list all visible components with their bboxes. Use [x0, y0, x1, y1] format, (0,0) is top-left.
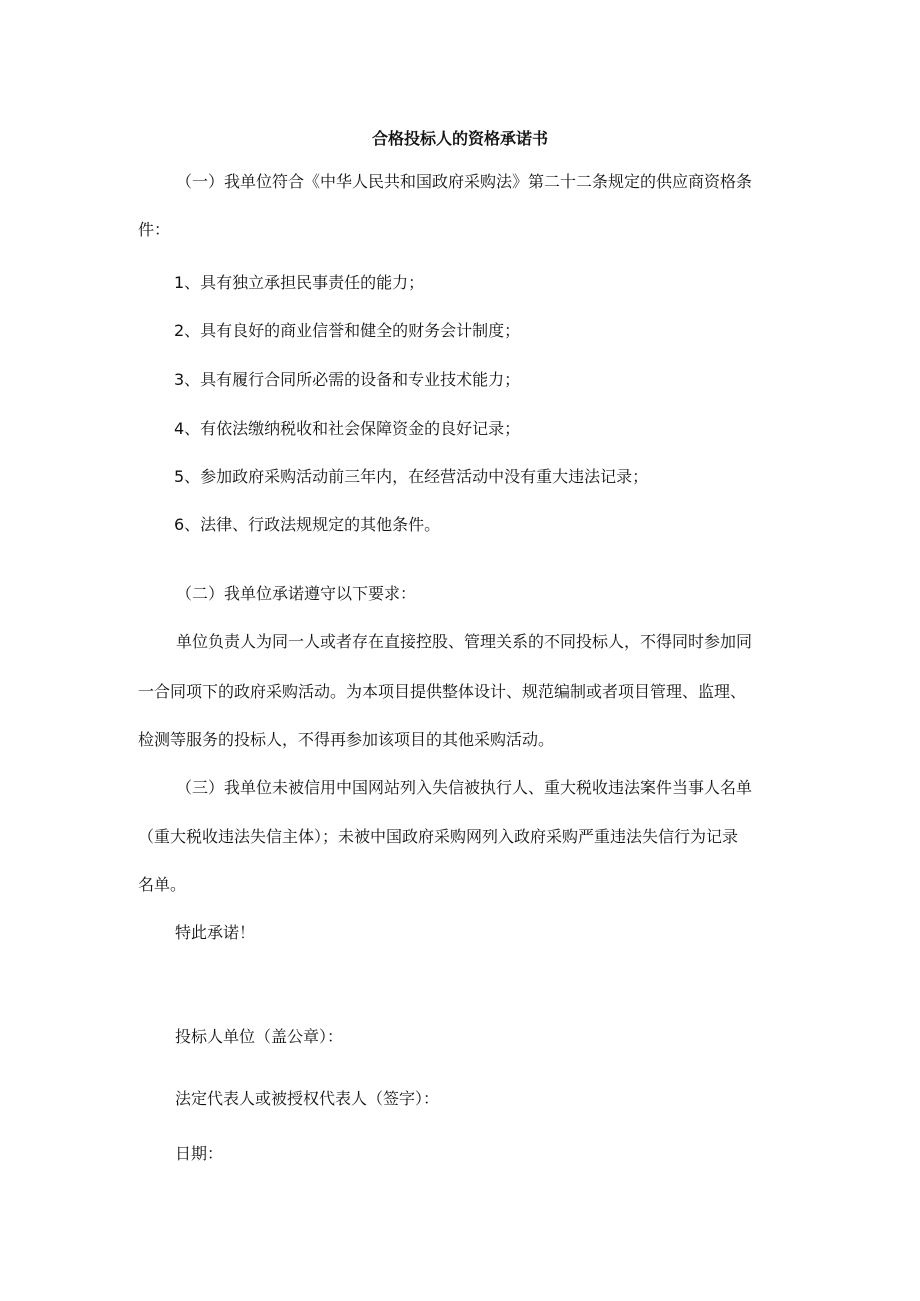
- date-label: 日期：: [175, 1144, 224, 1163]
- section2-heading: （二）我单位承诺遵守以下要求：: [176, 584, 417, 603]
- requirement-item-5: 5、参加政府采购活动前三年内，在经营活动中没有重大违法记录；: [174, 467, 649, 486]
- section3-line3: 名单。: [138, 875, 187, 894]
- section3-line1: （三）我单位未被信用中国网站列入失信被执行人、重大税收违法案件当事人名单: [176, 778, 753, 797]
- representative-signature-label: 法定代表人或被授权代表人（签字）：: [175, 1089, 440, 1108]
- closing-statement: 特此承诺！: [175, 923, 256, 942]
- bidder-seal-label: 投标人单位（盖公章）：: [175, 1027, 344, 1046]
- section3-line2: （重大税收违法失信主体）；未被中国政府采购网列入政府采购严重违法失信行为记录: [138, 827, 739, 846]
- section2-line1: 单位负责人为同一人或者存在直接控股、管理关系的不同投标人，不得同时参加同: [176, 632, 753, 651]
- requirement-item-6: 6、法律、行政法规规定的其他条件。: [174, 515, 441, 534]
- section1-line1: （一）我单位符合《中华人民共和国政府采购法》第二十二条规定的供应商资格条: [176, 172, 753, 191]
- section2-line2: 一合同项下的政府采购活动。为本项目提供整体设计、规范编制或者项目管理、监理、: [138, 682, 747, 701]
- requirement-item-1: 1、具有独立承担民事责任的能力；: [174, 273, 425, 292]
- section2-line3: 检测等服务的投标人，不得再参加该项目的其他采购活动。: [138, 730, 555, 749]
- requirement-item-3: 3、具有履行合同所必需的设备和专业技术能力；: [174, 370, 521, 389]
- requirement-item-4: 4、有依法缴纳税收和社会保障资金的良好记录；: [174, 419, 521, 438]
- requirement-item-2: 2、具有良好的商业信誉和健全的财务会计制度；: [174, 321, 521, 340]
- section1-line2: 件：: [138, 220, 171, 239]
- document-title: 合格投标人的资格承诺书: [371, 129, 548, 148]
